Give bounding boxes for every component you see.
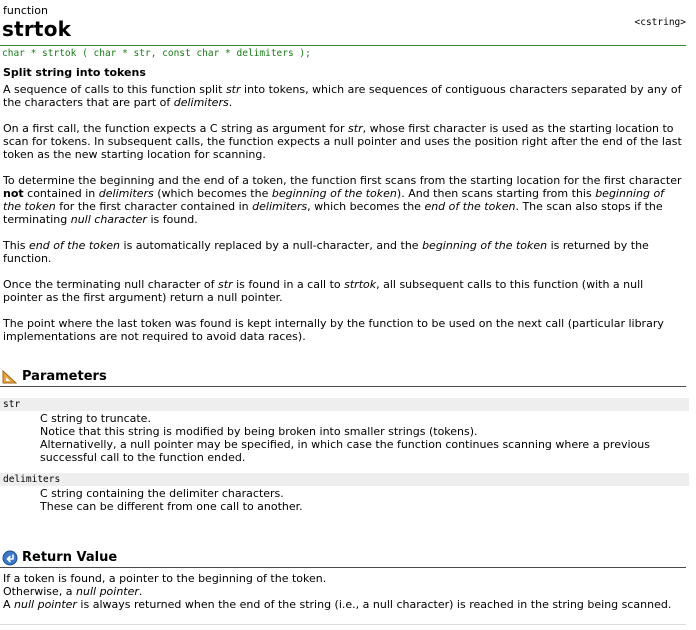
page-title: strtok bbox=[2, 17, 72, 41]
description-paragraph-2: On a first call, the function expects a C string as argument for str, whose first character is used as the starting location to scan for tokens. In subsequent calls, the function expects a null pointer and uses the position right after the end of the last token as the new starting location for scanning. bbox=[3, 122, 682, 161]
param-desc-line: Notice that this string is modified by being broken into smaller strings (tokens). bbox=[40, 425, 478, 438]
param-desc-delimiters bbox=[40, 487, 680, 513]
param-desc-line: These can be different from one call to another. bbox=[40, 500, 303, 513]
param-desc-str bbox=[40, 412, 680, 464]
description-paragraph-3: To determine the beginning and the end of a token, the function first scans from the starting location for the first character not contained in delimiters (which becomes the beginning of the token). And then scans starting from this beginning of the token for the first character contained in delimiters, which becomes the end of the token. The scan also stops if the terminating null character is found. bbox=[3, 174, 682, 226]
entity-kind: function bbox=[3, 4, 48, 17]
parameters-section-header bbox=[0, 368, 686, 387]
return-value-section-header bbox=[0, 549, 686, 568]
parameters-heading: Parameters bbox=[22, 369, 107, 384]
description-paragraph-1: A sequence of calls to this function split str into tokens, which are sequences of contiguous characters separated by any of the characters that are part of delimiters. bbox=[3, 83, 682, 109]
param-desc-line: Alternativelly, a null pointer may be specified, in which case the function continues scanning where a previous successful call to the function ended. bbox=[40, 438, 650, 464]
description-paragraph-6: The point where the last token was found is kept internally by the function to be used on the next call (particular library implementations are not required to avoid data races). bbox=[3, 317, 664, 343]
param-desc-line: C string containing the delimiter characters. bbox=[40, 487, 284, 500]
header-file-link[interactable]: <cstring> bbox=[634, 17, 686, 28]
return-arrow-icon bbox=[2, 550, 18, 566]
ruler-icon bbox=[2, 369, 18, 385]
param-name-delimiters: delimiters bbox=[0, 473, 689, 486]
function-summary: Split string into tokens bbox=[3, 66, 146, 79]
return-value-text: If a token is found, a pointer to the beginning of the token. Otherwise, a null pointer. A null pointer is always returned when the end of the string (i.e., a null character) is reached in the string being scanned. bbox=[3, 572, 672, 611]
page-divider bbox=[0, 624, 686, 625]
param-name-str: str bbox=[0, 398, 689, 411]
function-prototype: char * strtok ( char * str, const char * delimiters ); bbox=[0, 45, 686, 59]
param-desc-line: C string to truncate. bbox=[40, 412, 151, 425]
description-paragraph-5: Once the terminating null character of str is found in a call to strtok, all subsequent calls to this function (with a null pointer as the first argument) return a null pointer. bbox=[3, 278, 644, 304]
description-paragraph-4: This end of the token is automatically replaced by a null-character, and the beginning of the token is returned by the function. bbox=[3, 239, 649, 265]
return-value-heading: Return Value bbox=[22, 550, 118, 565]
